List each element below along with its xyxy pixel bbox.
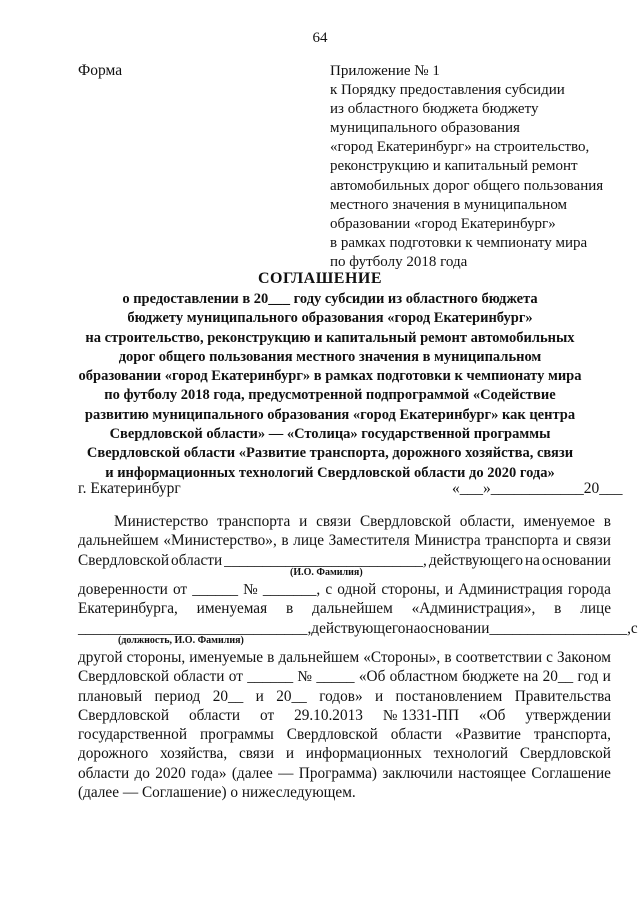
word: стороны, <box>381 581 440 598</box>
word: Свердловской <box>519 745 611 763</box>
word: доверенности <box>78 581 168 598</box>
text-line <box>78 764 611 783</box>
appendix-line: к Порядку предоставления субсидии <box>330 82 565 99</box>
word: другой <box>78 649 123 666</box>
word: от <box>228 668 243 686</box>
word: «Об <box>358 668 386 686</box>
word: дальнейшем <box>78 532 159 550</box>
word: и <box>299 513 308 530</box>
word: связи <box>316 513 352 530</box>
word: Свердловской <box>78 668 170 686</box>
word: утверждении <box>525 706 611 724</box>
word: _______, <box>262 581 321 598</box>
subtitle-line: дорог общего пользования местного значения в муниципальном <box>118 348 542 365</box>
word: «Развитие <box>454 726 521 744</box>
word: «Об <box>478 706 506 724</box>
word: лице <box>580 600 611 618</box>
page-number: 64 <box>312 30 328 46</box>
paragraph-ministry <box>78 512 611 570</box>
word: и <box>285 745 294 763</box>
caption-position-full-name: (должность, И.О. Фамилия) <box>118 635 244 646</box>
word: Свердловской <box>78 706 170 724</box>
word: в <box>267 649 275 666</box>
word: области <box>173 668 225 686</box>
word: Правительства <box>514 687 611 705</box>
word: лице <box>293 532 325 550</box>
appendix-line: местного значения в муниципальном <box>330 196 568 213</box>
word: с <box>630 619 638 637</box>
word: настоящее <box>458 764 527 782</box>
text-line <box>78 706 611 725</box>
word: Екатеринбурга, <box>78 600 178 618</box>
city-label: г. Екатеринбург <box>78 480 181 497</box>
word: год <box>577 668 599 686</box>
word: в <box>285 600 294 618</box>
word: транспорта <box>485 532 559 550</box>
word: и <box>255 687 264 705</box>
word: № <box>243 581 258 598</box>
word: Свердловской <box>78 551 170 569</box>
word: и <box>563 532 572 550</box>
word: 20__ <box>212 687 244 705</box>
word: связи <box>238 745 275 763</box>
word: № <box>297 668 313 686</box>
word: Заместителя <box>328 532 410 550</box>
word: транспорта, <box>533 726 611 744</box>
word: — <box>278 764 294 782</box>
appendix-line: автомобильных дорог общего пользования <box>330 177 604 194</box>
subtitle-line: Свердловской области» — «Столица» государственной программы <box>109 426 551 443</box>
appendix-line: из областного бюджета бюджету <box>330 101 539 118</box>
word: и <box>374 687 384 705</box>
appendix-line: образовании «город Екатеринбург» <box>330 215 556 232</box>
word: с <box>325 581 333 598</box>
text-line <box>78 667 611 686</box>
word: стороны, <box>126 649 186 666</box>
word: области <box>188 706 241 724</box>
text-line <box>78 512 611 531</box>
word: Соглашение <box>531 764 611 782</box>
subtitle-line: на строительство, реконструкцию и капитальный ремонт автомобильных <box>85 329 575 346</box>
word: __________________________, <box>224 551 427 569</box>
word: транспорта <box>217 513 291 530</box>
word: именуемые <box>189 649 264 666</box>
word: в <box>281 532 289 550</box>
subtitle-line: по футболу 2018 года, предусмотренной подпрограммой «Содействие <box>104 387 556 404</box>
text-line <box>78 725 611 744</box>
word: программы <box>199 726 274 744</box>
date-field: «___»____________20___ <box>452 480 623 497</box>
word: областном <box>389 668 458 686</box>
word: области, <box>459 513 515 530</box>
word: города <box>567 581 611 598</box>
word: ______ <box>192 581 239 598</box>
word: 20__ <box>542 668 574 686</box>
word: ______________________________, <box>78 619 312 637</box>
word: основании <box>420 619 490 637</box>
word: технологий <box>433 745 509 763</box>
word: от <box>260 706 275 724</box>
word: (далее <box>231 764 273 782</box>
word: 20__ <box>276 687 307 705</box>
word: области <box>78 764 130 782</box>
word: «Администрация», <box>411 600 536 618</box>
document-subtitle <box>70 290 590 483</box>
word: на <box>523 668 539 686</box>
word: дальнейшем <box>278 649 360 666</box>
word: и <box>602 668 611 686</box>
caption-full-name: (И.О. Фамилия) <box>290 567 363 578</box>
text-line <box>78 744 611 763</box>
word: бюджете <box>462 668 519 686</box>
subtitle-line: бюджету муниципального образования «город Екатеринбург» <box>127 310 533 327</box>
word: действующего <box>311 619 406 637</box>
appendix-line: Приложение № 1 <box>330 63 440 79</box>
word: 29.10.2013 <box>294 706 363 724</box>
word: соответствии <box>455 649 543 666</box>
word: дорожного <box>78 745 149 763</box>
word: в <box>444 649 452 666</box>
word: действующего <box>428 551 523 569</box>
word: Министерство <box>114 513 209 530</box>
appendix-line: реконструкцию и капитальный ремонт <box>330 158 578 175</box>
word: период <box>154 687 201 705</box>
word: Администрация <box>458 581 563 598</box>
word: именуемая <box>196 600 268 618</box>
appendix-block <box>330 62 630 272</box>
text-line <box>78 648 611 667</box>
text-line <box>78 580 611 599</box>
word: постановлением <box>395 687 503 705</box>
word: хозяйства, <box>160 745 228 763</box>
word: года» <box>191 764 227 782</box>
word: __________________, <box>489 619 631 637</box>
word: № 1331-ПП <box>382 706 460 724</box>
subtitle-line: образовании «город Екатеринбург» в рамках подготовки к чемпионату мира <box>78 368 582 385</box>
word: Свердловской <box>286 726 378 744</box>
word: плановый <box>78 687 143 705</box>
subtitle-line: о предоставлении в 20___ году субсидии из областного бюджета <box>122 291 538 307</box>
word: «Министерство», <box>163 532 277 550</box>
word: области <box>390 726 442 744</box>
subtitle-line: и информационных технологий Свердловской области до 2020 года» <box>105 464 555 481</box>
word: области <box>171 551 223 569</box>
text-line <box>78 687 611 706</box>
word: _____ <box>316 668 355 686</box>
paragraph-parties <box>78 648 611 802</box>
appendix-line: «город Екатеринбург» на строительство, <box>330 139 590 156</box>
word: именуемое <box>523 513 595 530</box>
word: на <box>405 619 421 637</box>
appendix-line: муниципального образования <box>330 120 520 137</box>
text-line <box>78 531 611 550</box>
text-line <box>78 783 611 802</box>
word: в <box>554 600 562 618</box>
form-label: Форма <box>78 62 123 79</box>
word: Свердловской <box>359 513 452 530</box>
word: «Стороны», <box>363 649 441 666</box>
word: до <box>134 764 150 782</box>
word: государственной <box>78 726 188 744</box>
appendix-line: по футболу 2018 года <box>330 253 468 270</box>
appendix-line: в рамках подготовки к чемпионату мира <box>330 234 588 251</box>
word: Программа) <box>298 764 377 782</box>
word: Законом <box>556 649 611 666</box>
word: дальнейшем <box>312 600 393 618</box>
word: одной <box>337 581 377 598</box>
word: в <box>603 513 611 530</box>
word: связи <box>575 532 611 550</box>
paragraph-administration <box>78 580 638 638</box>
subtitle-line: развитию муниципального образования «город Екатеринбург» как центра <box>84 406 576 423</box>
document-title: СОГЛАШЕНИЕ <box>257 270 383 287</box>
word: информационных <box>305 745 422 763</box>
word: Министра <box>414 532 481 550</box>
word: с <box>546 649 553 666</box>
text-line <box>78 599 611 618</box>
word: и <box>444 581 454 598</box>
word: заключили <box>382 764 453 782</box>
word: (далее — Соглашение) о нижеследующем. <box>78 784 356 802</box>
subtitle-line: Свердловской области «Развитие транспорта, дорожного хозяйства, связи <box>86 445 574 462</box>
word: на <box>524 551 540 569</box>
word: основании <box>541 551 611 569</box>
word: годов» <box>319 687 363 705</box>
word: от <box>172 581 188 598</box>
word: 2020 <box>155 764 186 782</box>
word: ______ <box>247 668 294 686</box>
